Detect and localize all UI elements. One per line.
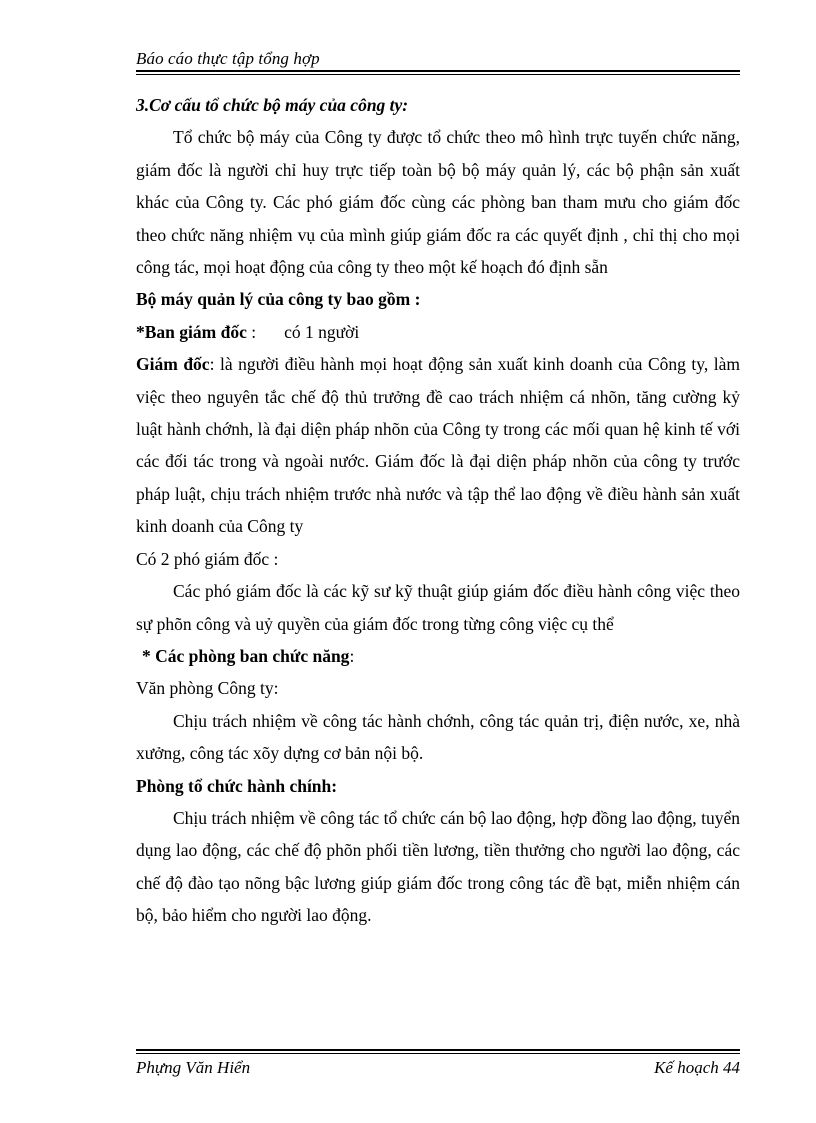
footer-author: Phựng Văn Hiển bbox=[136, 1058, 251, 1077]
footer-class-page: Kế hoạch 44 bbox=[654, 1058, 740, 1077]
footer-rule-thin bbox=[136, 1053, 740, 1054]
document-body bbox=[136, 89, 740, 932]
office-label: Văn phòng Công ty: bbox=[136, 678, 279, 699]
header-title: Báo cáo thực tập tổng hợp bbox=[136, 49, 320, 68]
header-rule-thick bbox=[136, 70, 740, 72]
hr-paragraph: Chịu trách nhiệm về công tác tổ chức cán bộ lao động, hợp đồng lao động, tuyển dụng lao động, các chế độ phõn phối tiền lương, tiền thưởng cho người lao động, các chế độ đào tạo nõng bậc lương giúp giám đốc trong công tác đề bạt, miễn nhiệm cán bộ, bảo hiểm cho người lao động. bbox=[136, 807, 740, 926]
director-label: Giám đốc bbox=[136, 354, 210, 375]
directors-separator: : bbox=[246, 321, 257, 342]
hr-heading: Phòng tổ chức hành chính: bbox=[136, 775, 338, 796]
footer-rule-thick bbox=[136, 1049, 740, 1051]
deputies-paragraph: Các phó giám đốc là các kỹ sư kỹ thuật giúp giám đốc điều hành công việc theo sự phõn công và uỷ quyền của giám đốc trong từng công việc cụ thể bbox=[136, 581, 740, 634]
departments-colon: : bbox=[349, 645, 355, 666]
directors-label: *Ban giám đốc bbox=[136, 321, 247, 342]
directors-count: có 1 người bbox=[284, 321, 360, 342]
office-paragraph: Chịu trách nhiệm về công tác hành chớnh, công tác quản trị, điện nước, xe, nhà xưởng, công tác xõy dựng cơ bản nội bộ. bbox=[136, 710, 740, 764]
directors-line bbox=[136, 316, 740, 348]
header-rule-thin bbox=[136, 74, 740, 75]
page-footer bbox=[136, 1049, 740, 1078]
director-paragraph bbox=[136, 348, 740, 542]
intro-paragraph: Tổ chức bộ máy của Công ty được tổ chức theo mô hình trực tuyến chức năng, giám đốc là người chỉ huy trực tiếp toàn bộ bộ máy quản lý, các bộ phận sản xuất khác của Công ty. Các phó giám đốc cùng các phòng ban tham mưu cho giám đốc theo chức năng nhiệm vụ của mình giúp giám đốc ra các quyết định , chỉ thị cho mọi công tác, mọi hoạt động của công ty theo một kế hoạch đó định sẵn bbox=[136, 127, 740, 278]
departments-heading: * Các phòng ban chức năng bbox=[142, 645, 350, 666]
board-heading: Bộ máy quản lý của công ty bao gồm : bbox=[136, 289, 421, 310]
deputies-line: Có 2 phó giám đốc : bbox=[136, 548, 279, 569]
footer-row bbox=[136, 1058, 740, 1078]
page-header bbox=[136, 49, 740, 75]
departments-heading-line bbox=[136, 640, 740, 672]
section-heading: 3.Cơ cấu tổ chức bộ máy của công ty: bbox=[136, 95, 409, 115]
director-text: : là người điều hành mọi hoạt động sản xuất kinh doanh của Công ty, làm việc theo nguyên tắc chế độ thủ trưởng đề cao trách nhiệm cá nhõn, tăng cường kỷ luật hành chớnh, là đại diện pháp nhõn của Công ty trong các mối quan hệ kinh tế với các đối tác trong và ngoài nước. Giám đốc là đại diện pháp nhõn của công ty trước pháp luật, chịu trách nhiệm trước nhà nước và tập thể lao động về điều hành sản xuất kinh doanh của Công ty bbox=[136, 354, 740, 537]
